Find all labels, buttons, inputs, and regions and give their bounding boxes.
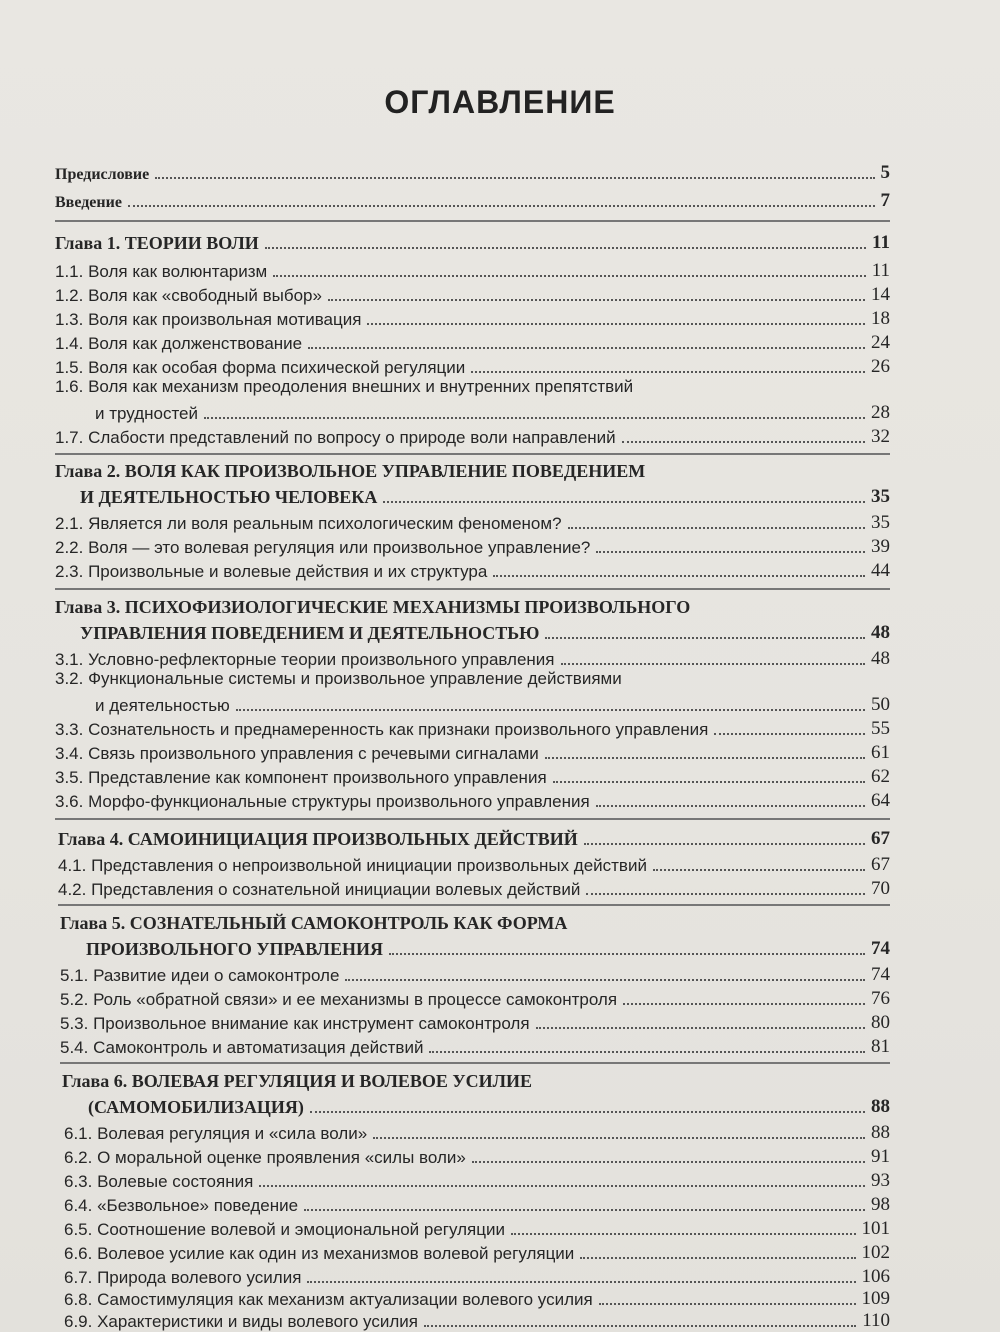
toc-chapter: Глава 1. ТЕОРИИ ВОЛИ 11	[55, 232, 890, 253]
toc-entry: 6.5. Соотношение волевой и эмоциональной регуляции 101	[64, 1218, 890, 1239]
toc-chapter: И ДЕЯТЕЛЬНОСТЬЮ ЧЕЛОВЕКА 35	[80, 486, 890, 507]
toc-entry: 1.2. Воля как «свободный выбор» 14	[55, 284, 890, 305]
toc-entry: Предисловие 5	[55, 162, 890, 183]
toc-entry: 2.2. Воля — это волевая регуляция или произвольное управление? 39	[55, 536, 890, 557]
toc-chapter: УПРАВЛЕНИЯ ПОВЕДЕНИЕМ И ДЕЯТЕЛЬНОСТЬЮ 48	[80, 622, 890, 643]
toc-chapter: ПРОИЗВОЛЬНОГО УПРАВЛЕНИЯ 74	[86, 938, 890, 959]
toc-entry: 1.5. Воля как особая форма психической регуляции 26	[55, 356, 890, 377]
toc-entry: 2.1. Является ли воля реальным психологическим феноменом? 35	[55, 512, 890, 533]
toc-entry: 3.3. Сознательность и преднамеренность как признаки произвольного управления 55	[55, 718, 890, 739]
toc-entry-line1: 3.2. Функциональные системы и произвольное управление действиями	[55, 669, 622, 688]
section-divider	[55, 453, 890, 455]
toc-entry: 6.9. Характеристики и виды волевого усилия 110	[64, 1310, 890, 1331]
toc-entry: 2.3. Произвольные и волевые действия и их структура 44	[55, 560, 890, 581]
toc-entry: 5.3. Произвольное внимание как инструмент самоконтроля 80	[60, 1012, 890, 1033]
toc-entry: Введение 7	[55, 190, 890, 211]
toc-chapter: Глава 4. САМОИНИЦИАЦИЯ ПРОИЗВОЛЬНЫХ ДЕЙСТВИЙ 67	[58, 828, 890, 849]
toc-entry: 1.3. Воля как произвольная мотивация 18	[55, 308, 890, 329]
section-divider	[60, 1062, 890, 1064]
page-title: ОГЛАВЛЕНИЕ	[384, 84, 616, 120]
toc-entry: 1.7. Слабости представлений по вопросу о природе воли направлений 32	[55, 426, 890, 447]
toc-entry: 4.1. Представления о непроизвольной инициации произвольных действий 67	[58, 854, 890, 875]
toc-entry: и трудностей 28	[95, 402, 890, 423]
toc-entry: 6.3. Волевые состояния 93	[64, 1170, 890, 1191]
toc-chapter-line1: Глава 3. ПСИХОФИЗИОЛОГИЧЕСКИЕ МЕХАНИЗМЫ ПРОИЗВОЛЬНОГО	[55, 597, 691, 617]
toc-entry: 6.4. «Безвольное» поведение 98	[64, 1194, 890, 1215]
toc-entry: 6.7. Природа волевого усилия 106	[64, 1266, 890, 1287]
toc-chapter-line1: Глава 6. ВОЛЕВАЯ РЕГУЛЯЦИЯ И ВОЛЕВОЕ УСИЛИЕ	[62, 1071, 533, 1091]
toc-entry: 1.4. Воля как долженствование 24	[55, 332, 890, 353]
toc-entry: 6.6. Волевое усилие как один из механизмов волевой регуляции 102	[64, 1242, 890, 1263]
section-divider	[55, 818, 890, 820]
toc-chapter-line1: Глава 5. СОЗНАТЕЛЬНЫЙ САМОКОНТРОЛЬ КАК ФОРМА	[60, 913, 568, 933]
toc-entry: 3.6. Морфо-функциональные структуры произвольного управления 64	[55, 790, 890, 811]
toc-entry: 5.2. Роль «обратной связи» и ее механизмы в процессе самоконтроля 76	[60, 988, 890, 1009]
toc-entry: и деятельностью 50	[95, 694, 890, 715]
toc-entry: 4.2. Представления о сознательной инициации волевых действий 70	[58, 878, 890, 899]
toc-entry: 5.1. Развитие идеи о самоконтроле 74	[60, 964, 890, 985]
toc-entry: 6.2. О моральной оценке проявления «силы воли» 91	[64, 1146, 890, 1167]
section-divider	[55, 588, 890, 590]
toc-entry: 3.4. Связь произвольного управления с речевыми сигналами 61	[55, 742, 890, 763]
toc-chapter: (САМОМОБИЛИЗАЦИЯ) 88	[88, 1096, 890, 1117]
toc-entry: 5.4. Самоконтроль и автоматизация действий 81	[60, 1036, 890, 1057]
section-divider	[58, 904, 890, 906]
toc-entry: 1.1. Воля как волюнтаризм 11	[55, 260, 890, 281]
toc-entry: 6.8. Самостимуляция как механизм актуализации волевого усилия 109	[64, 1288, 890, 1309]
toc-entry-line1: 1.6. Воля как механизм преодоления внешних и внутренних препятствий	[55, 377, 634, 396]
toc-entry: 3.1. Условно-рефлекторные теории произвольного управления 48	[55, 648, 890, 669]
toc-entry: 6.1. Волевая регуляция и «сила воли» 88	[64, 1122, 890, 1143]
toc-chapter-line1: Глава 2. ВОЛЯ КАК ПРОИЗВОЛЬНОЕ УПРАВЛЕНИЕ ПОВЕДЕНИЕМ	[55, 461, 646, 481]
section-divider	[55, 220, 890, 222]
toc-entry: 3.5. Представление как компонент произвольного управления 62	[55, 766, 890, 787]
